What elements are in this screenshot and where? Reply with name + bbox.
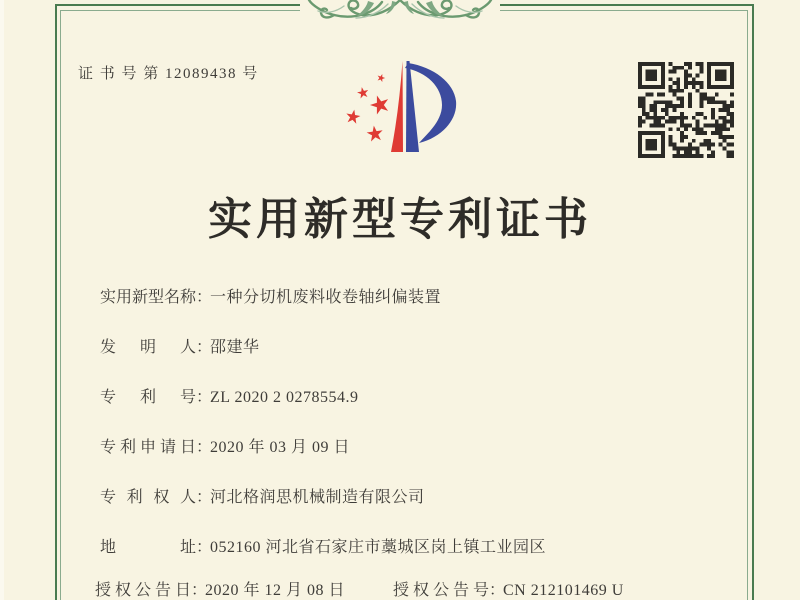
field-value: CN 212101469 U: [503, 582, 624, 599]
field-label: 实用新型名称: [100, 289, 197, 306]
colon: ：: [489, 582, 506, 599]
field-utility-model-name: [100, 288, 720, 308]
colon: ：: [196, 439, 213, 456]
field-value: 2020 年 12 月 08 日: [205, 582, 346, 599]
floral-flourish-ornament: [278, 0, 522, 32]
colon: ：: [191, 582, 208, 599]
qr-code: [638, 62, 734, 158]
field-label: 专利申请日: [100, 439, 196, 456]
field-filing-date: [100, 438, 720, 458]
field-label: 专利权人: [100, 489, 196, 506]
field-label: 发明人: [100, 339, 196, 356]
certificate-number: 证 书 号 第 12089438 号: [78, 66, 259, 82]
field-patentee: [100, 488, 720, 508]
field-value: 052160 河北省石家庄市藁城区岗上镇工业园区: [210, 539, 547, 556]
grant-date-field: [95, 577, 345, 600]
field-label: 专利号: [100, 389, 196, 406]
certificate-fields: [100, 288, 720, 588]
field-label: 授权公告号: [393, 582, 489, 599]
field-label: 地址: [100, 539, 196, 556]
grant-number-field: [393, 577, 624, 600]
cnipa-patent-logo-icon: [345, 53, 460, 160]
certificate-title: 实用新型专利证书: [208, 195, 592, 244]
colon: ：: [196, 339, 213, 356]
field-patent-number: [100, 388, 720, 408]
field-value: ZL 2020 2 0278554.9: [210, 389, 359, 406]
colon: ：: [196, 539, 213, 556]
field-label: 授权公告日: [95, 582, 191, 599]
field-address: [100, 538, 720, 558]
colon: ：: [196, 489, 213, 506]
field-value: 河北格润思机械制造有限公司: [210, 489, 425, 506]
field-inventor: [100, 338, 720, 358]
field-value: 邵建华: [210, 339, 260, 356]
colon: ：: [196, 289, 213, 306]
field-value: 一种分切机废料收卷轴纠偏装置: [210, 289, 442, 306]
colon: ：: [196, 389, 213, 406]
field-value: 2020 年 03 月 09 日: [210, 439, 351, 456]
